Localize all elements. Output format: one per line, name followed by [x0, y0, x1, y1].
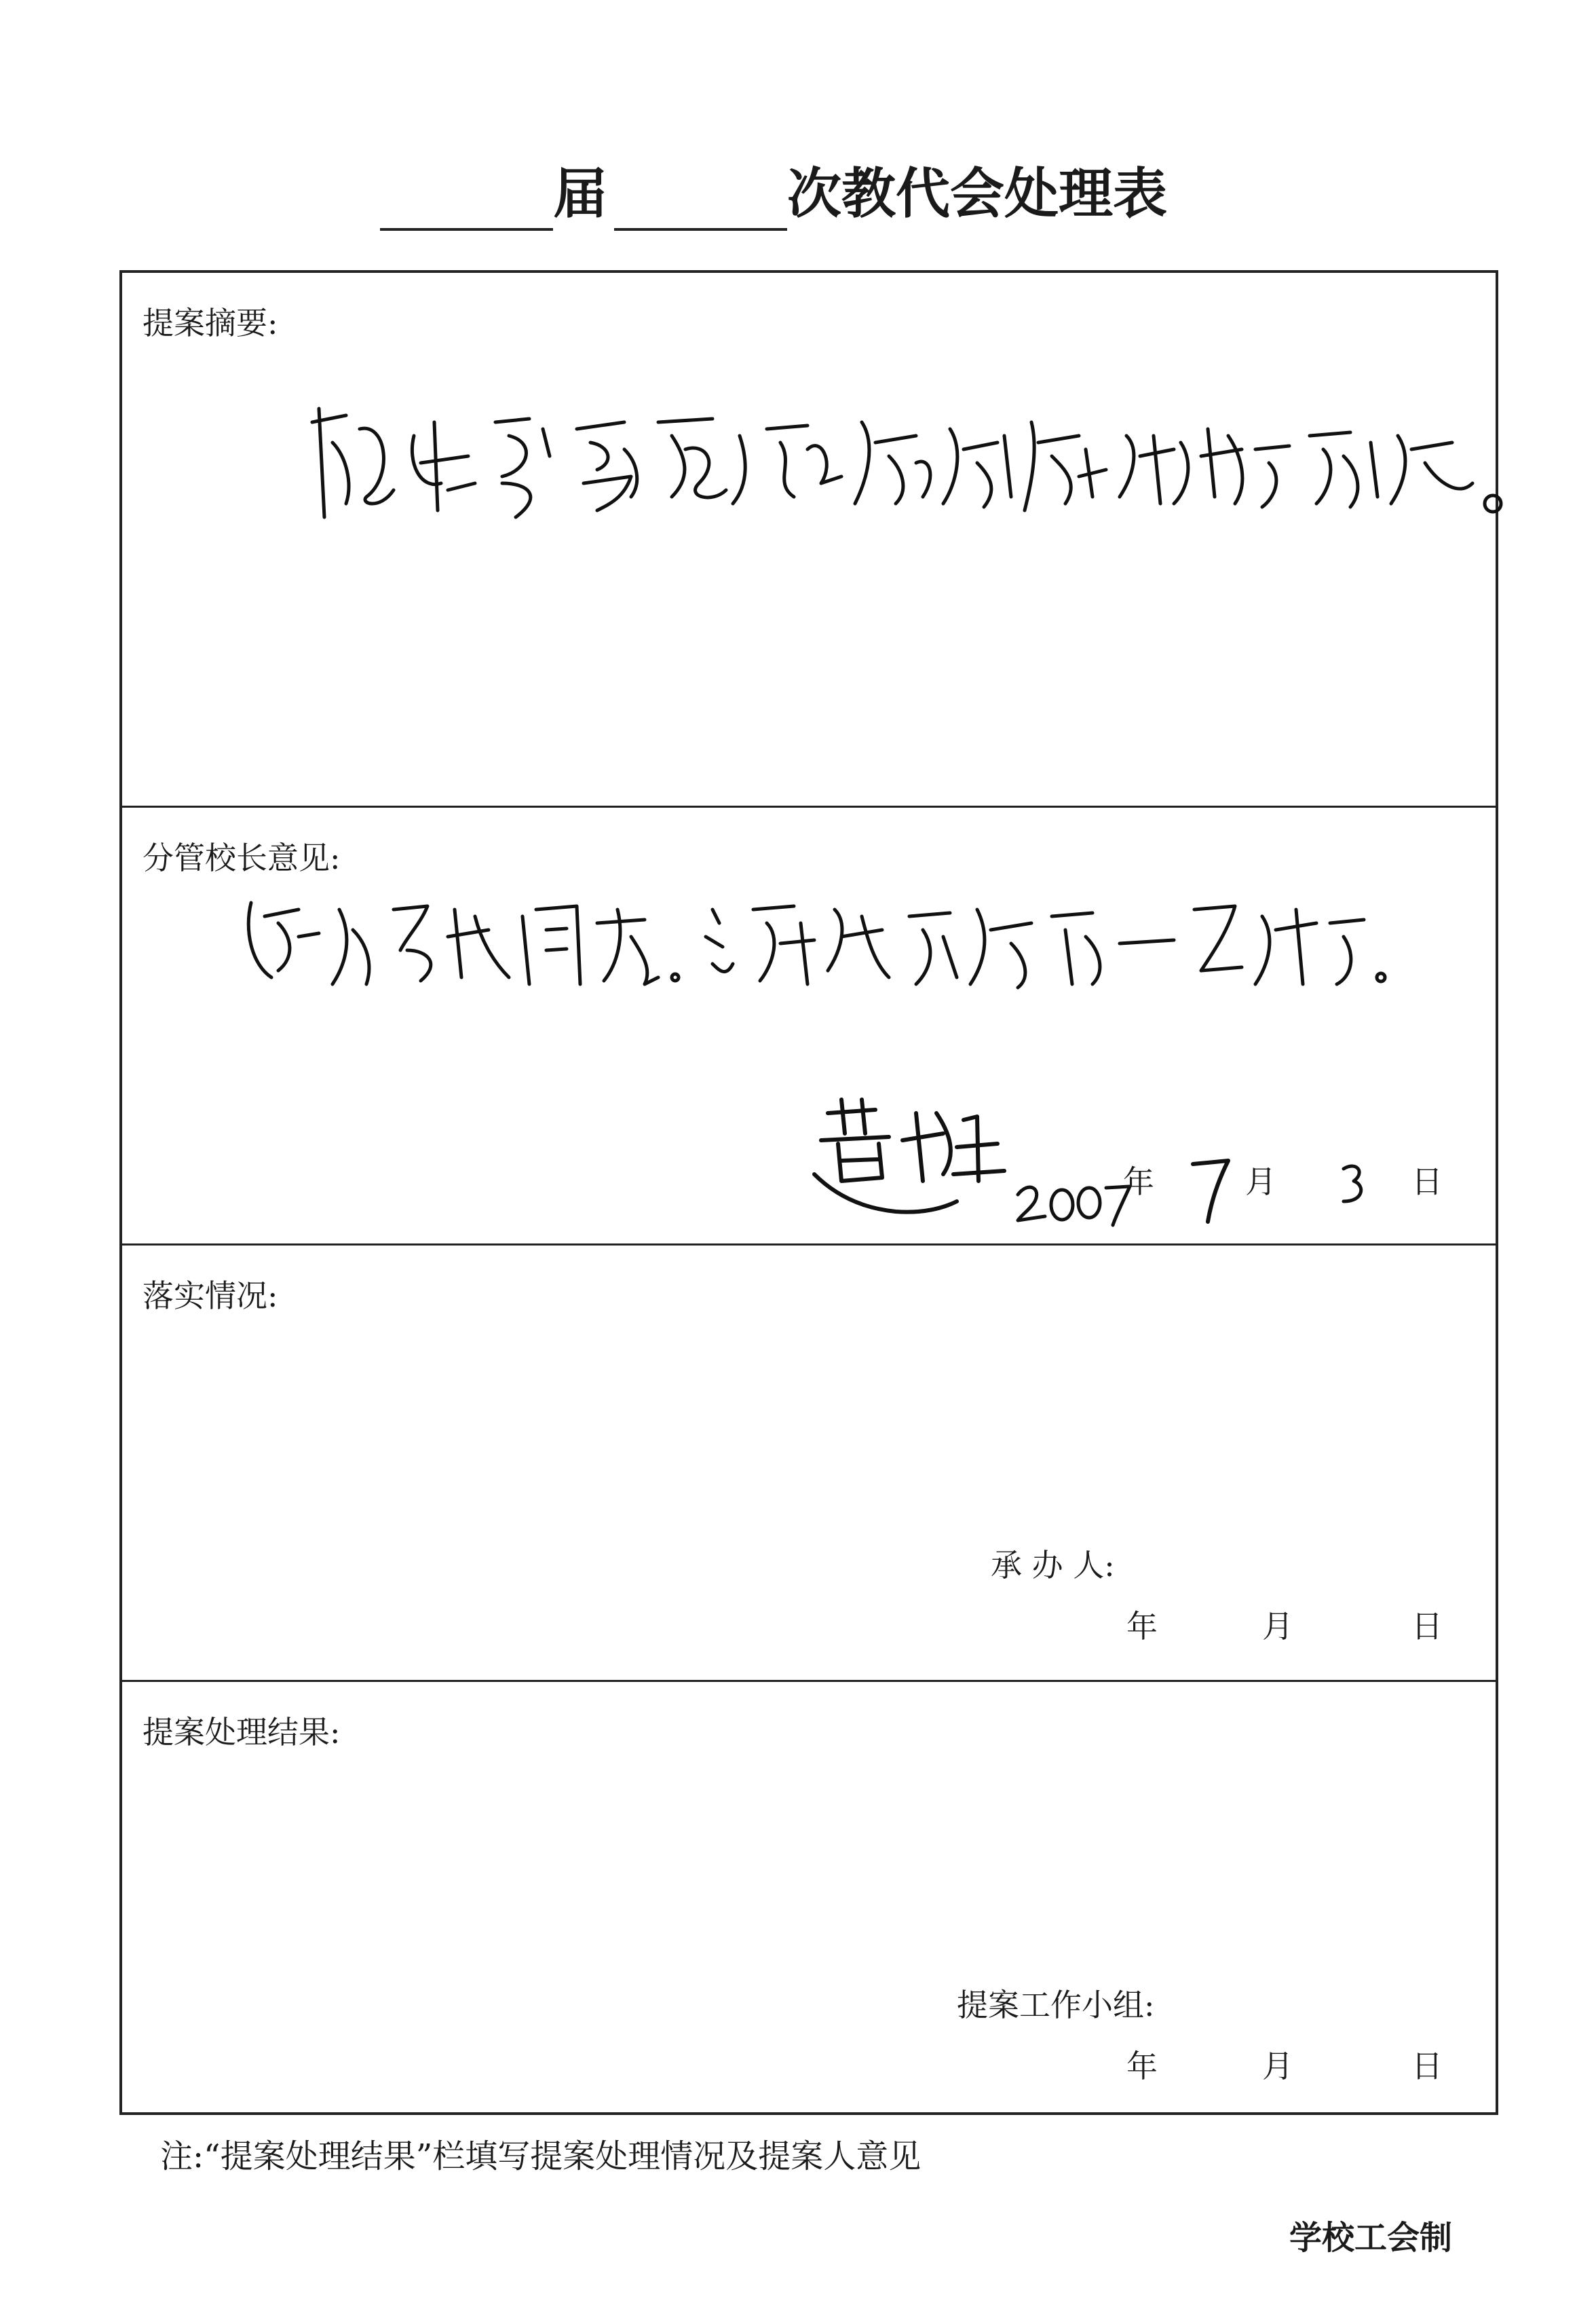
impl-year-char: 年	[1126, 1608, 1158, 1645]
session-blank	[380, 160, 553, 231]
impl-day-char: 日	[1411, 1608, 1443, 1645]
result-day-char: 日	[1411, 2048, 1443, 2084]
principal-month-char: 月	[1245, 1163, 1276, 1200]
summary-section	[122, 273, 1496, 808]
result-month-char: 月	[1262, 2048, 1293, 2084]
form-title	[380, 156, 1330, 238]
impl-month-char: 月	[1262, 1608, 1293, 1645]
title-part2: 次教代会处理表	[787, 162, 1167, 225]
result-label: 提案处理结果:	[142, 1714, 341, 1750]
title-part1: 届	[553, 162, 607, 225]
year-handwriting	[1011, 1167, 1133, 1229]
result-year-char: 年	[1126, 2048, 1158, 2084]
principal-label: 分管校长意见:	[142, 840, 341, 876]
principal-section	[122, 808, 1496, 1246]
working-group-label: 提案工作小组:	[957, 1987, 1155, 2023]
principal-handwriting	[238, 882, 1391, 998]
meeting-number-blank	[614, 160, 787, 231]
handler-label: 承 办 人:	[991, 1547, 1115, 1584]
footer-maker: 学校工会制	[1289, 2219, 1453, 2257]
day-handwriting	[1337, 1161, 1371, 1208]
form-table	[119, 270, 1498, 2115]
month-handwriting	[1188, 1150, 1235, 1225]
footer-note: 注:“提案处理结果”栏填写提案处理情况及提案人意见	[160, 2137, 922, 2175]
implementation-label: 落实情况:	[142, 1277, 278, 1314]
summary-handwriting	[305, 381, 1513, 538]
summary-label: 提案摘要:	[142, 305, 278, 341]
result-section	[122, 1682, 1496, 2112]
principal-year-char: 年	[1123, 1163, 1154, 1200]
principal-day-char: 日	[1411, 1163, 1443, 1200]
implementation-section	[122, 1246, 1496, 1682]
principal-signature	[801, 1093, 1018, 1222]
